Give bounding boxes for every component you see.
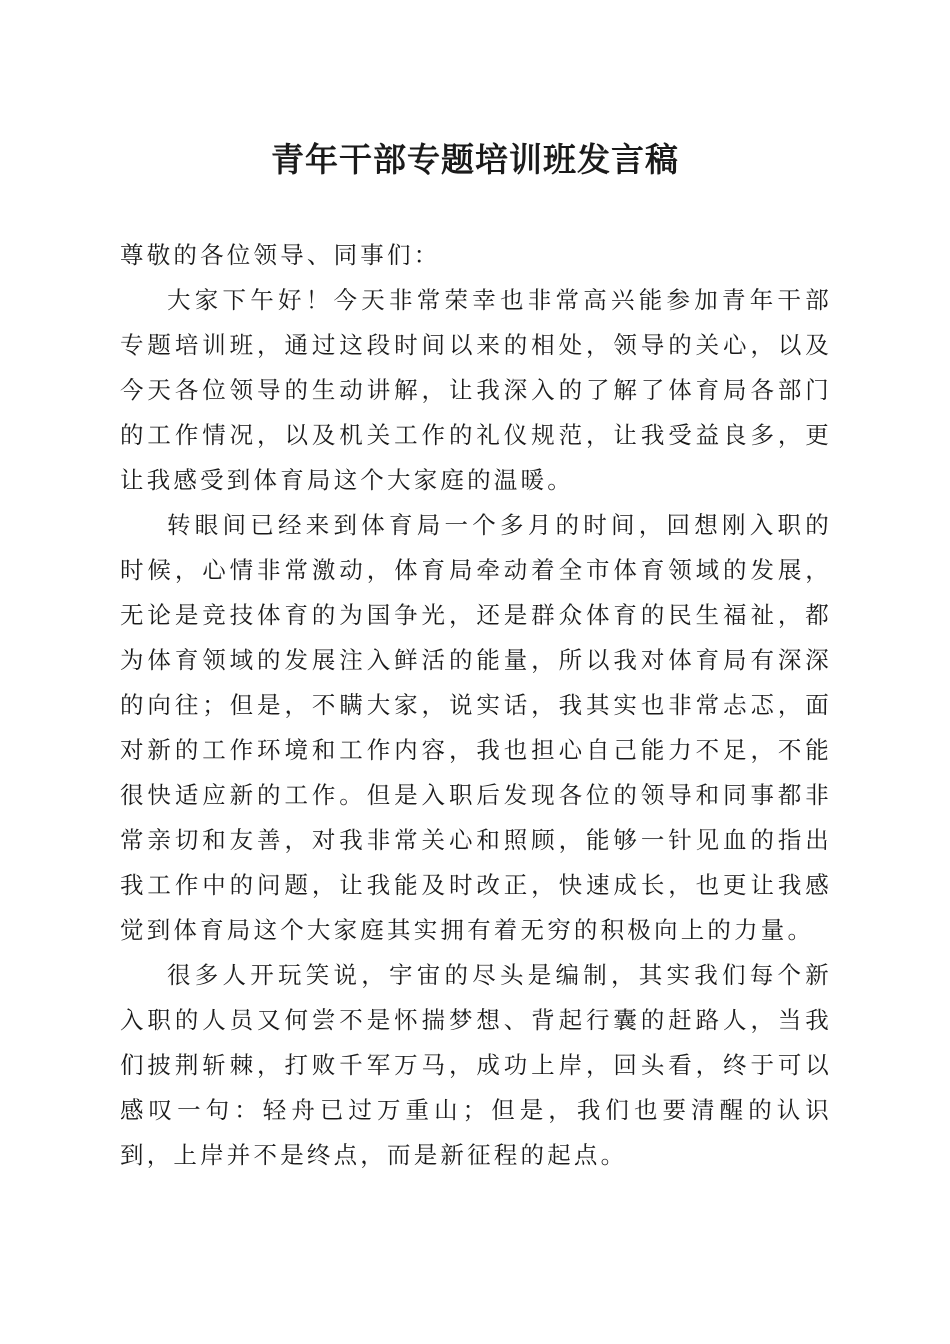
paragraph-2: 转眼间已经来到体育局一个多月的时间，回想刚入职的时候，心情非常激动，体育局牵动着全市体育领域的发展，无论是竞技体育的为国争光，还是群众体育的民生福祉，都为体育领域的发展注入鲜活的能量，所以我对体育局有深深的向往；但是，不瞒大家，说实话，我其实也非常忐忑，面对新的工作环境和工作内容，我也担心自己能力不足，不能很快适应新的工作。但是入职后发现各位的领导和同事都非常亲切和友善，对我非常关心和照顾，能够一针见血的指出我工作中的问题，让我能及时改正，快速成长，也更让我感觉到体育局这个大家庭其实拥有着无穷的积极向上的力量。	[120, 511, 832, 944]
document-body	[120, 233, 832, 1178]
paragraph-3: 很多人开玩笑说，宇宙的尽头是编制，其实我们每个新入职的人员又何尝不是怀揣梦想、背起行囊的赶路人，当我们披荆斩棘，打败千军万马，成功上岸，回头看，终于可以感叹一句：轻舟已过万重山；但是，我们也要清醒的认识到，上岸并不是终点，而是新征程的起点。	[120, 961, 832, 1169]
paragraph-1: 大家下午好！今天非常荣幸也非常高兴能参加青年干部专题培训班，通过这段时间以来的相处，领导的关心，以及今天各位领导的生动讲解，让我深入的了解了体育局各部门的工作情况，以及机关工作的礼仪规范，让我受益良多，更让我感受到体育局这个大家庭的温暖。	[120, 286, 832, 494]
document-title: 青年干部专题培训班发言稿	[271, 140, 679, 179]
salutation: 尊敬的各位领导、同事们：	[120, 241, 441, 269]
